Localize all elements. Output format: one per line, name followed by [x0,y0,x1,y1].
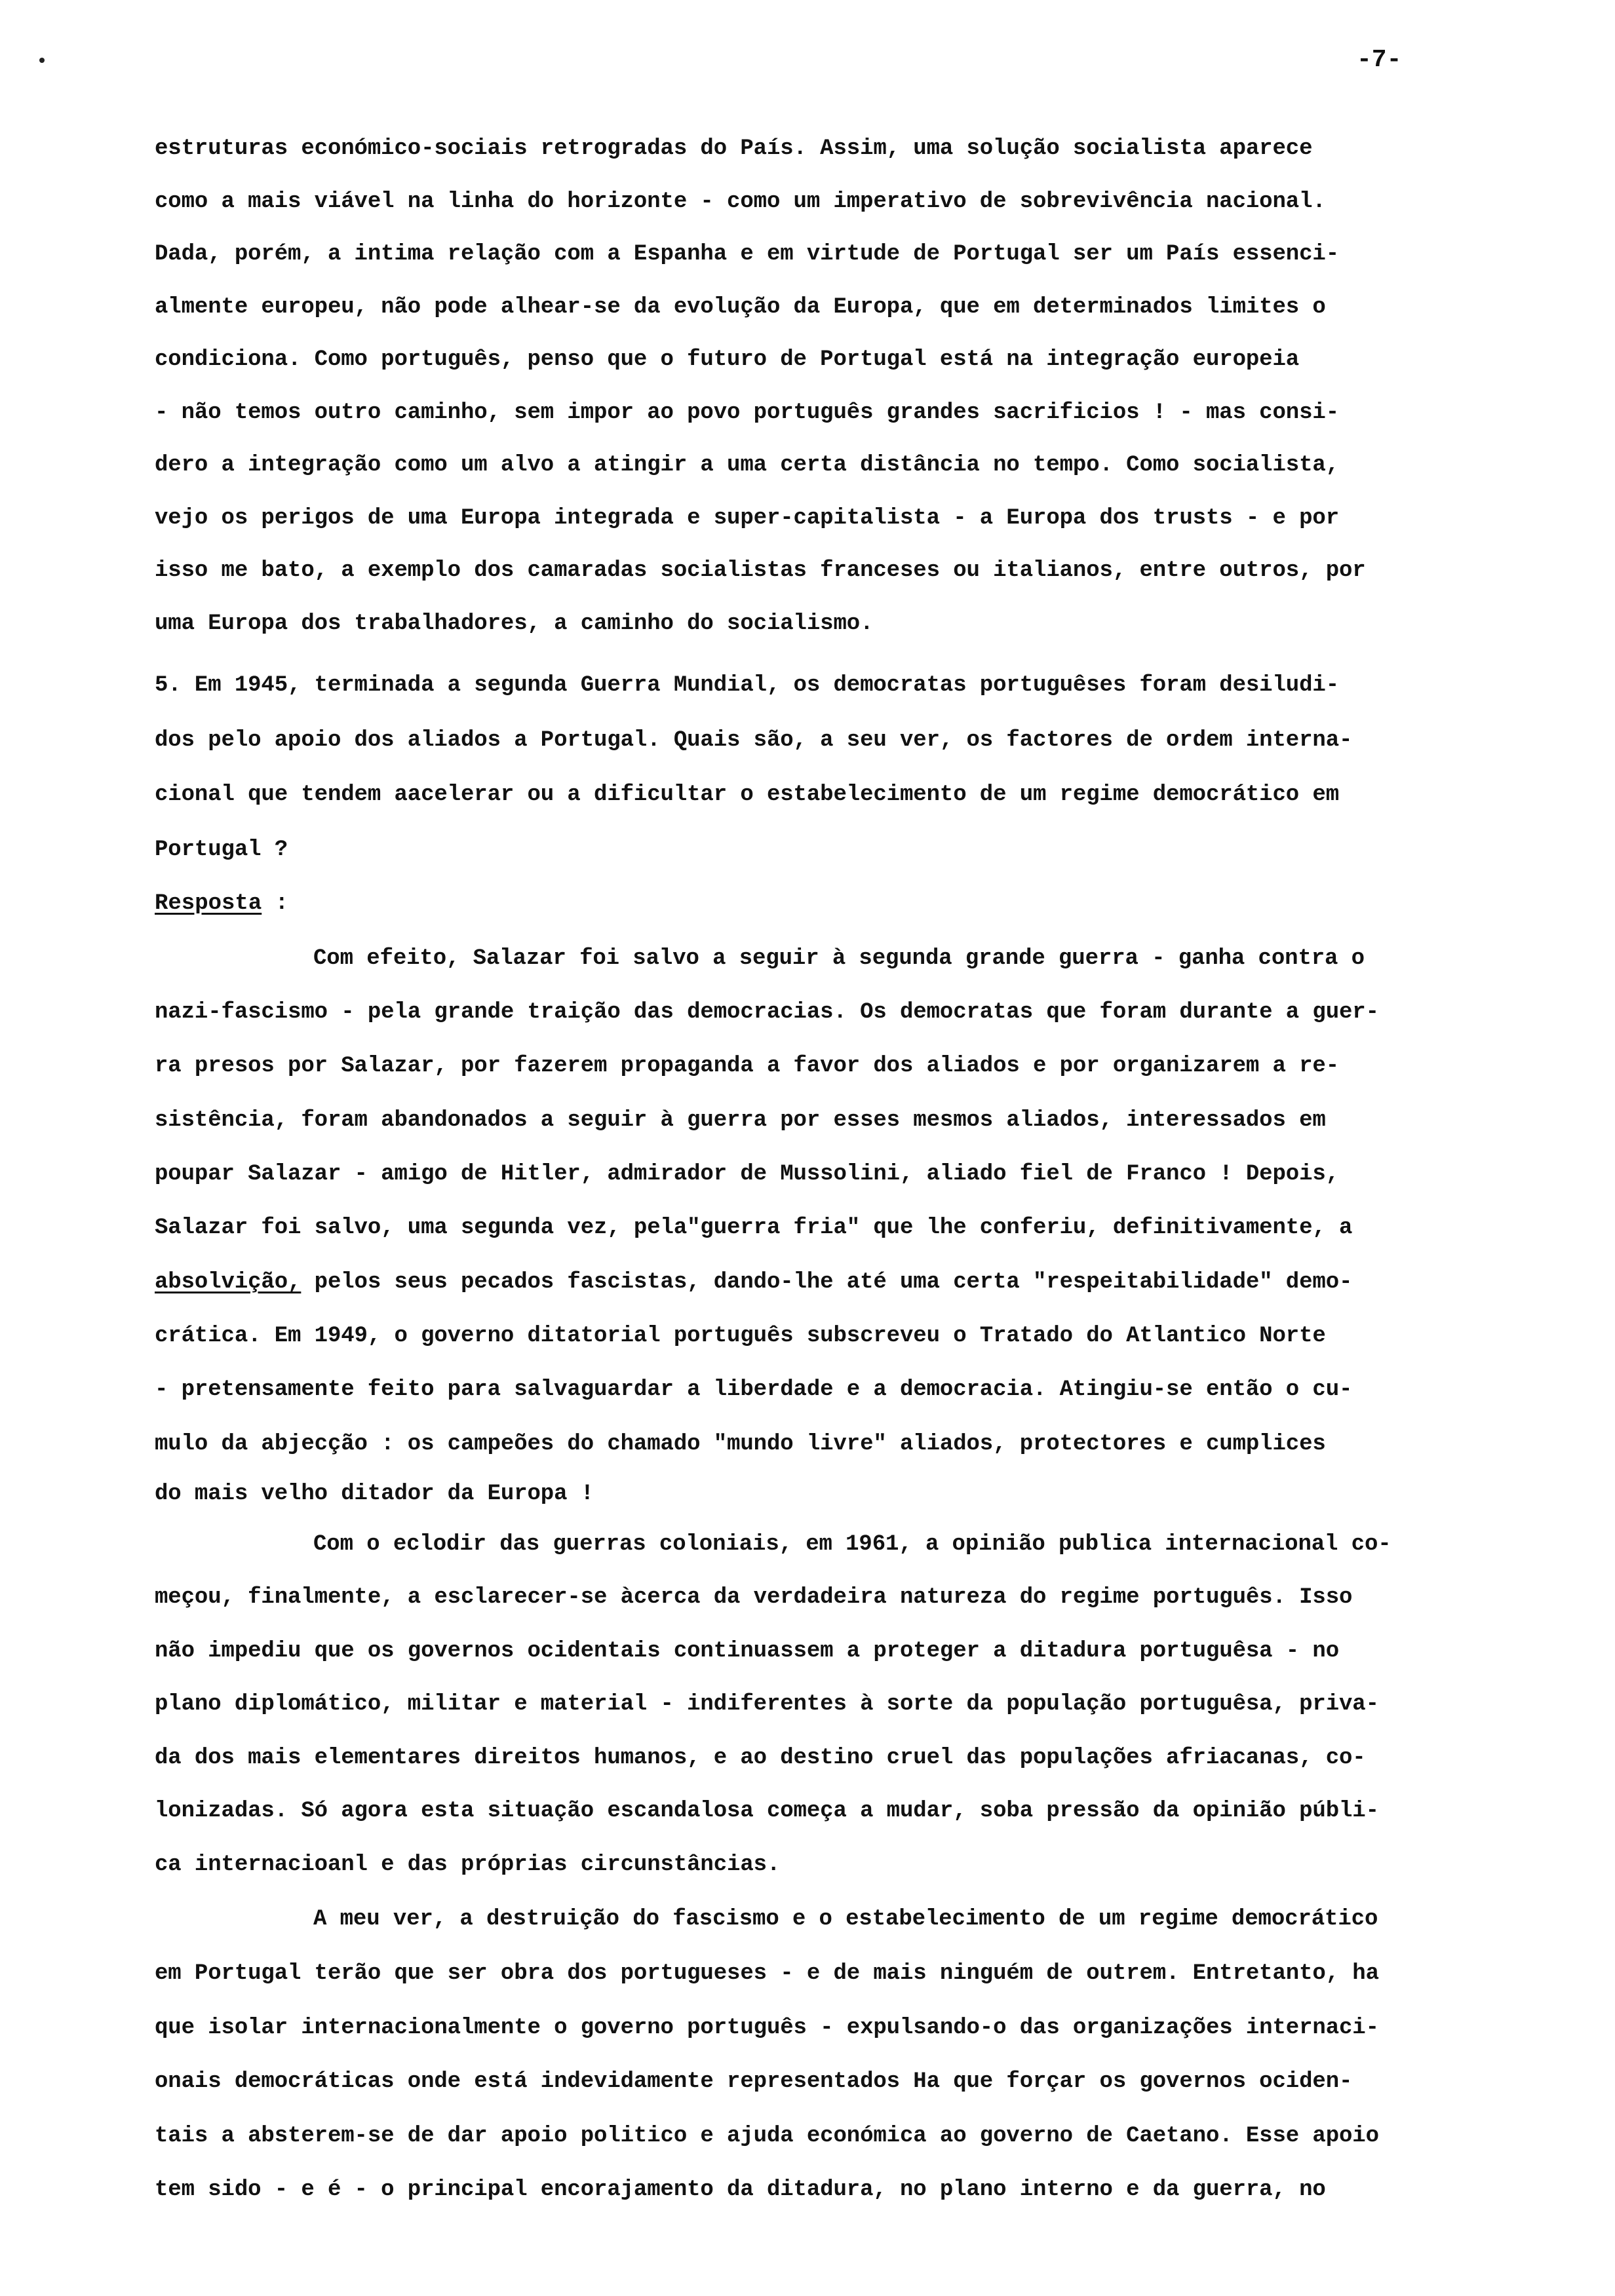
text-line: isso me bato, a exemplo dos camaradas socialistas franceses ou italianos, entre outros, por [155,558,1366,583]
answer-line: sistência, foram abandonados a seguir à guerra por esses mesmos aliados, interessados em [155,1108,1326,1133]
answer-line: tais a absterem-se de dar apoio politico e ajuda económica ao governo de Caetano. Esse apoio [155,2124,1379,2149]
answer-heading [155,892,288,915]
question-line: cional que tendem aacelerar ou a dificultar o estabelecimento de um regime democrático em [155,782,1339,807]
answer-line: A meu ver, a destruição do fascismo e o estabelecimento de um regime democrático [313,1907,1378,1932]
question-line: dos pelo apoio dos aliados a Portugal. Quais são, a seu ver, os factores de ordem interna- [155,728,1353,753]
text-line: Dada, porém, a intima relação com a Espanha e em virtude de Portugal ser um País essenci- [155,242,1339,267]
answer-line: não impediu que os governos ocidentais continuassem a proteger a ditadura portuguêsa - no [155,1639,1339,1664]
answer-line: ra presos por Salazar, por fazerem propaganda a favor dos aliados e por organizarem a re- [155,1054,1339,1079]
answer-line: crática. Em 1949, o governo ditatorial português subscreveu o Tratado do Atlantico Norte [155,1324,1326,1349]
answer-line: Com efeito, Salazar foi salvo a seguir à segunda grande guerra - ganha contra o [313,946,1365,971]
answer-line: onais democráticas onde está indevidamente representados Ha que forçar os governos ociden- [155,2069,1353,2094]
answer-line: em Portugal terão que ser obra dos portugueses - e de mais ninguém de outrem. Entretanto, ha [155,1961,1379,1986]
answer-line: que isolar internacionalmente o governo português - expulsando-o das organizações internaci- [155,2016,1379,2040]
answer-label: Resposta [155,891,262,916]
answer-line-rest: pelos seus pecados fascistas, dando-lhe até uma certa "respeitabilidade" demo- [301,1270,1353,1295]
text-line: dero a integração como um alvo a atingir a uma certa distância no tempo. Como socialista, [155,453,1339,478]
answer-line: plano diplomático, militar e material - indiferentes à sorte da população portuguêsa, priva- [155,1692,1379,1717]
text-line: vejo os perigos de uma Europa integrada e super-capitalista - a Europa dos trusts - e por [155,506,1339,531]
answer-line: mulo da abjecção : os campeões do chamado "mundo livre" aliados, protectores e cumplices [155,1432,1326,1457]
answer-line: lonizadas. Só agora esta situação escandalosa começa a mudar, soba pressão da opinião públi- [155,1799,1379,1824]
answer-line: do mais velho ditador da Europa ! [155,1482,594,1506]
question-line: Portugal ? [155,837,288,862]
text-line: estruturas económico-sociais retrogradas do País. Assim, uma solução socialista aparece [155,136,1313,161]
answer-line: tem sido - e é - o principal encorajamento da ditadura, no plano interno e da guerra, no [155,2177,1326,2202]
answer-line: nazi-fascismo - pela grande traição das democracias. Os democratas que foram durante a guer- [155,1000,1379,1025]
absolvicao-underlined: absolvição, [155,1270,302,1295]
text-line: almente europeu, não pode alhear-se da evolução da Europa, que em determinados limites o [155,295,1326,320]
question-line: 5. Em 1945, terminada a segunda Guerra Mundial, os democratas portuguêses foram desiludi- [155,673,1339,698]
text-line: condiciona. Como português, penso que o futuro de Portugal está na integração europeia [155,347,1300,372]
answer-line [155,1271,1352,1293]
answer-line: poupar Salazar - amigo de Hitler, admirador de Mussolini, aliado fiel de Franco ! Depois, [155,1162,1339,1187]
answer-line: ca internacioanl e das próprias circunstâncias. [155,1852,781,1877]
stray-ink-mark [39,58,45,63]
page-number: -7- [1357,46,1402,74]
answer-line: Com o eclodir das guerras coloniais, em 1961, a opinião publica internacional co- [313,1532,1391,1557]
answer-line: da dos mais elementares direitos humanos, e ao destino cruel das populações afriacanas, co- [155,1746,1366,1770]
answer-line: - pretensamente feito para salvaguardar a liberdade e a democracia. Atingiu-se então o cu- [155,1377,1353,1402]
text-line: uma Europa dos trabalhadores, a caminho do socialismo. [155,611,874,636]
text-line: - não temos outro caminho, sem impor ao povo português grandes sacrificios ! - mas consi- [155,400,1339,425]
answer-colon: : [262,891,289,916]
answer-line: meçou, finalmente, a esclarecer-se àcerca da verdadeira natureza do regime português. Isso [155,1585,1353,1610]
answer-line: Salazar foi salvo, uma segunda vez, pela"guerra fria" que lhe conferiu, definitivamente, a [155,1215,1353,1240]
text-line: como a mais viável na linha do horizonte - como um imperativo de sobrevivência nacional. [155,189,1326,214]
